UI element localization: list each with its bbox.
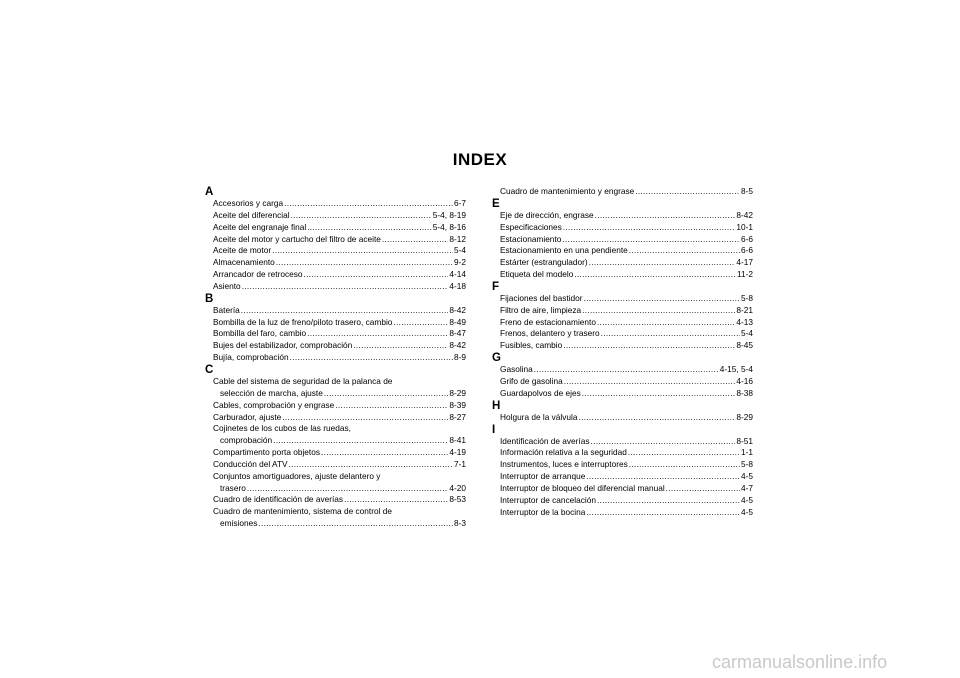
dot-leader (597, 495, 740, 507)
entry-page-ref: 6-6 (741, 245, 753, 256)
entry-text: Bombilla del faro, cambio (213, 328, 307, 339)
entry-page-ref: 8-42 (449, 304, 466, 315)
dot-leader (289, 459, 453, 471)
entry-text: Estacionamiento (500, 233, 562, 244)
index-entry (490, 340, 753, 352)
index-entry (490, 234, 753, 246)
entry-text-line: Cojinetes de los cubos de las ruedas, (213, 423, 351, 434)
dot-leader (589, 257, 736, 269)
index-entry (203, 305, 466, 317)
dot-leader (534, 364, 719, 376)
dot-leader (562, 234, 740, 246)
entry-text: Identificación de averías (500, 435, 590, 446)
dot-leader (307, 222, 432, 234)
index-entry (203, 423, 466, 447)
entry-page-ref: 5-4, 8-16 (432, 221, 466, 232)
entry-page-ref: 8-29 (736, 411, 753, 422)
dot-leader (321, 447, 448, 459)
dot-leader (574, 269, 736, 281)
section-letter: I (492, 423, 496, 436)
index-entry (490, 495, 753, 507)
entry-text: Asiento (213, 280, 241, 291)
dot-leader (563, 340, 735, 352)
index-entry (490, 269, 753, 281)
page-title: INDEX (452, 150, 508, 169)
dot-leader (595, 210, 736, 222)
index-entry (490, 328, 753, 340)
index-entry (203, 400, 466, 412)
index-entry (490, 305, 753, 317)
index-entry (490, 186, 753, 198)
dot-leader (582, 305, 735, 317)
dot-leader (307, 328, 448, 340)
entry-page-ref: 4-17 (736, 257, 753, 268)
entry-text: Información relativa a la seguridad (500, 447, 627, 458)
dot-leader (282, 412, 448, 424)
entry-page-ref: 6-7 (454, 198, 466, 208)
entry-page-ref: 4-13 (736, 316, 753, 327)
dot-leader (335, 400, 448, 412)
dot-leader (578, 412, 735, 424)
entry-text: Conducción del ATV (213, 458, 288, 469)
index-entry (490, 376, 753, 388)
entry-text: Etiqueta del modelo (500, 269, 574, 280)
entry-page-ref: 8-38 (736, 387, 753, 398)
entry-page-ref: 10-1 (736, 221, 753, 232)
index-entry (490, 471, 753, 483)
entry-page-ref: 8-9 (454, 352, 466, 363)
entry-text: selección de marcha, ajuste (220, 387, 323, 398)
index-entry (490, 257, 753, 269)
dot-leader (247, 483, 449, 495)
index-entry (203, 317, 466, 329)
index-entry (203, 257, 466, 269)
entry-text: Cuadro de identificación de averías (213, 494, 344, 505)
entry-page-ref: 8-29 (449, 387, 466, 398)
index-entry (203, 234, 466, 246)
entry-page-ref: 8-42 (449, 340, 466, 351)
entry-text-line: Conjuntos amortiguadores, ajuste delantero y (213, 470, 381, 481)
entry-text: Accesorios y carga (213, 198, 284, 208)
dot-leader (582, 388, 736, 400)
entry-page-ref: 5-4 (454, 245, 466, 256)
entry-text: Bombilla de la luz de freno/piloto trasero, cambio (213, 316, 393, 327)
dot-leader (635, 186, 740, 198)
index-entry (490, 317, 753, 329)
entry-page-ref: 4-19 (449, 447, 466, 458)
dot-leader (303, 269, 448, 281)
entry-text: Batería (213, 304, 240, 315)
entry-page-ref: 8-53 (449, 494, 466, 505)
entry-page-ref: 5-8 (741, 292, 753, 303)
dot-leader (324, 388, 449, 400)
index-entry (203, 340, 466, 352)
section-letter: G (492, 352, 501, 365)
index-entry (203, 352, 466, 364)
index-entry (203, 210, 466, 222)
entry-text: Estárter (estrangulador) (500, 257, 588, 268)
entry-page-ref: 8-42 (736, 209, 753, 220)
entry-text: Instrumentos, luces e interruptores (500, 459, 628, 470)
section-letter: F (492, 280, 500, 293)
entry-page-ref: 8-49 (449, 316, 466, 327)
dot-leader (590, 436, 735, 448)
dot-leader (629, 245, 740, 257)
entry-page-ref: 8-3 (454, 518, 466, 529)
entry-text: Guardapolvos de ejes (500, 387, 581, 398)
dot-leader (241, 305, 449, 317)
entry-page-ref: 4-16 (736, 375, 753, 386)
entry-text: Estacionamiento en una pendiente (500, 245, 628, 256)
dot-leader (344, 494, 448, 506)
entry-page-ref: 8-21 (736, 304, 753, 315)
entry-page-ref: 5-4 (741, 328, 753, 339)
entry-page-ref: 8-51 (736, 435, 753, 446)
entry-text: Freno de estacionamiento (500, 316, 596, 327)
dot-leader (393, 317, 448, 329)
entry-text: Interruptor de cancelación (500, 494, 596, 505)
entry-text: Filtro de aire, limpieza (500, 304, 582, 315)
entry-text: Aceite del engranaje final (213, 221, 307, 232)
index-entry (490, 293, 753, 305)
dot-leader (586, 507, 740, 519)
section-letter: A (205, 186, 214, 198)
entry-text-line: Cuadro de mantenimiento, sistema de control de (213, 506, 392, 517)
entry-text: Bujes del estabilizador, comprobación (213, 340, 353, 351)
index-column-left (203, 186, 466, 530)
entry-text: Fusibles, cambio (500, 340, 563, 351)
index-entry (490, 222, 753, 234)
dot-leader (666, 483, 740, 495)
dot-leader (628, 447, 740, 459)
dot-leader (563, 222, 736, 234)
index-entry (203, 269, 466, 281)
index-entry (203, 245, 466, 257)
dot-leader (382, 234, 449, 246)
entry-text: Cables, comprobación y engrase (213, 399, 335, 410)
entry-page-ref: 8-39 (449, 399, 466, 410)
index-entry (203, 506, 466, 530)
entry-text: comprobación (220, 435, 273, 446)
index-entry (203, 222, 466, 234)
entry-text: Cuadro de mantenimiento y engrase (500, 186, 635, 196)
index-entry (490, 210, 753, 222)
section-letter: E (492, 197, 500, 210)
entry-text: Aceite del diferencial (213, 209, 290, 220)
section-letter: H (492, 399, 501, 412)
index-entry (490, 388, 753, 400)
entry-text: Arrancador de retroceso (213, 269, 303, 280)
entry-page-ref: 5-8 (741, 459, 753, 470)
index-entry (203, 198, 466, 210)
index-entry (203, 459, 466, 471)
entry-page-ref: 9-2 (454, 257, 466, 268)
entry-text: Interruptor de la bocina (500, 506, 586, 517)
entry-page-ref: 8-5 (741, 186, 753, 196)
index-entry (203, 281, 466, 293)
entry-page-ref: 11-2 (737, 269, 753, 280)
entry-text: Frenos, delantero y trasero (500, 328, 600, 339)
entry-text: Eje de dirección, engrase (500, 209, 594, 220)
entry-page-ref: 4-5 (741, 506, 753, 517)
entry-page-ref: 1-1 (741, 447, 753, 458)
dot-leader (601, 328, 740, 340)
index-entry (490, 507, 753, 519)
entry-page-ref: 8-12 (449, 233, 466, 244)
dot-leader (586, 471, 740, 483)
index-entry (203, 328, 466, 340)
dot-leader (273, 435, 448, 447)
entry-page-ref: 4-20 (449, 482, 466, 493)
index-entry (490, 245, 753, 257)
dot-leader (584, 293, 740, 305)
entry-page-ref: 8-27 (449, 411, 466, 422)
entry-text: Almacenamiento (213, 257, 275, 268)
index-entry (490, 412, 753, 424)
index-entry (490, 436, 753, 448)
dot-leader (276, 257, 453, 269)
entry-text: Aceite del motor y cartucho del filtro de aceite (213, 233, 381, 244)
entry-page-ref: 4-14 (449, 269, 466, 280)
section-letter: C (205, 363, 214, 376)
entry-page-ref: 7-1 (454, 458, 466, 469)
dot-leader (242, 281, 449, 293)
entry-text: Fijaciones del bastidor (500, 292, 583, 303)
index-entry (203, 376, 466, 400)
entry-text: Interruptor de bloqueo del diferencial manual (500, 482, 665, 493)
entry-text: Gasolina (500, 364, 533, 375)
index-entry (490, 459, 753, 471)
entry-text: Aceite de motor (213, 245, 272, 256)
dot-leader (629, 459, 740, 471)
entry-page-ref: 4-5 (741, 471, 753, 482)
index-entry (203, 471, 466, 495)
dot-leader (284, 198, 453, 210)
index-entry (490, 483, 753, 495)
dot-leader (353, 340, 448, 352)
watermark: carmanualsonline.info (712, 652, 888, 672)
entry-text: Compartimento porta objetos (213, 447, 320, 458)
index-entry (203, 447, 466, 459)
dot-leader (564, 376, 736, 388)
dot-leader (597, 317, 735, 329)
entry-text: emisiones (220, 518, 258, 529)
entry-page-ref: 8-45 (736, 340, 753, 351)
entry-text: trasero (220, 482, 246, 493)
index-entry (203, 412, 466, 424)
entry-page-ref: 4-5 (741, 494, 753, 505)
entry-page-ref: 5-4, 8-19 (432, 209, 466, 220)
entry-text-line: Cable del sistema de seguridad de la palanca de (213, 375, 393, 386)
index-entry (203, 494, 466, 506)
dot-leader (272, 245, 453, 257)
entry-text: Bujía, comprobación (213, 352, 289, 363)
entry-text: Especificaciones (500, 221, 562, 232)
entry-page-ref: 4-15, 5-4 (719, 364, 753, 375)
entry-page-ref: 6-6 (741, 233, 753, 244)
entry-text: Holgura de la válvula (500, 411, 578, 422)
dot-leader (258, 518, 453, 530)
entry-text: Carburador, ajuste (213, 411, 282, 422)
entry-page-ref: 8-41 (449, 435, 466, 446)
entry-page-ref: 4-7 (741, 482, 753, 493)
entry-text: Grifo de gasolina (500, 375, 563, 386)
section-letter: B (205, 292, 214, 305)
entry-text: Interruptor de arranque (500, 471, 586, 482)
dot-leader (290, 352, 453, 364)
index-entry (490, 447, 753, 459)
entry-page-ref: 4-18 (449, 280, 466, 291)
index-column-right (490, 186, 753, 518)
index-entry (490, 364, 753, 376)
entry-page-ref: 8-47 (449, 328, 466, 339)
dot-leader (291, 210, 432, 222)
